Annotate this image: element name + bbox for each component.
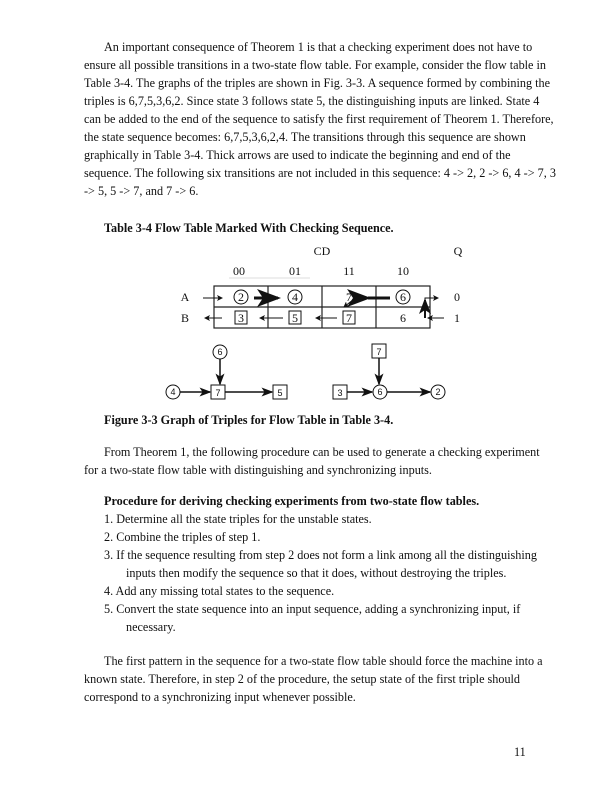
text-line: graphically in Table 3-4. Thick arrows are used to indicate the beginning and end of the	[84, 148, 511, 162]
procedure-heading: Procedure for deriving checking experiments from two-state flow tables.	[104, 494, 480, 508]
text-line: for a two-state flow table with distinguishing and synchronizing inputs.	[84, 463, 432, 477]
text-line: From Theorem 1, the following procedure can be used to generate a checking experiment	[104, 445, 540, 459]
graph-node: 7	[215, 388, 221, 398]
cell-stable-state: 6	[400, 290, 406, 304]
graph-node: 3	[337, 388, 343, 398]
text-line: An important consequence of Theorem 1 is that a checking experiment does not have to	[104, 40, 533, 54]
graph-node: 6	[217, 347, 223, 357]
column-header: 11	[343, 264, 355, 278]
cell-next-state: 6	[400, 311, 406, 325]
procedure-step: 3. If the sequence resulting from step 2 does not form a link among all the distinguishing	[104, 548, 537, 562]
output-b: 1	[454, 311, 460, 325]
text-line: can be added to the end of the sequence to satisfy the first requirement of Theorem 1. Therefore,	[84, 112, 554, 126]
procedure-step: inputs then modify the sequence so that it does, without destroying the triples.	[126, 566, 507, 580]
text-line: the state sequence becomes: 6,7,5,3,6,2,4. The transitions through this sequence are shown	[84, 130, 526, 144]
graph-node: 5	[277, 388, 283, 398]
page-number: 11	[514, 745, 526, 759]
row-label-b: B	[180, 311, 190, 325]
output-label: Q	[453, 244, 463, 258]
procedure-step: 4. Add any missing total states to the sequence.	[104, 584, 335, 598]
graph-node: 2	[435, 387, 441, 397]
graph-node: 7	[376, 347, 382, 357]
cell-stable-state: 5	[292, 311, 298, 325]
output-a: 0	[454, 290, 460, 304]
text-line: Table 3-4. The graphs of the triples are shown in Fig. 3-3. A sequence formed by combining the	[84, 76, 551, 90]
text-line: ensure all possible transitions in a two-state flow table. For example, consider the flow table in	[84, 58, 546, 72]
text-line: sequence. The following six transitions are not included in this sequence: 4 -> 2, 2 -> 6, 4 -> 7, 3	[84, 166, 556, 180]
procedure-step: necessary.	[126, 620, 176, 634]
row-label-a: A	[180, 290, 190, 304]
column-header: 10	[397, 264, 409, 278]
procedure-step: 5. Convert the state sequence into an input sequence, adding a synchronizing input, if	[104, 602, 521, 616]
graph-node: 4	[170, 387, 176, 397]
cell-stable-state: 7	[346, 311, 352, 325]
cell-stable-state: 3	[238, 311, 244, 325]
column-header: 01	[289, 264, 301, 278]
input-label: CD	[313, 244, 331, 258]
text-line: triples is 6,7,5,3,6,2. Since state 3 follows state 5, the distinguishing inputs are linked. State 4	[84, 94, 540, 108]
procedure-step: 1. Determine all the state triples for the unstable states.	[104, 512, 372, 526]
procedure-step: 2. Combine the triples of step 1.	[104, 530, 261, 544]
table-caption: Table 3-4 Flow Table Marked With Checking Sequence.	[104, 221, 394, 235]
column-header: 00	[233, 264, 245, 278]
cell-next-state: 7	[346, 290, 352, 304]
cell-stable-state: 2	[238, 290, 244, 304]
figure-caption: Figure 3-3 Graph of Triples for Flow Table in Table 3-4.	[104, 413, 394, 427]
cell-stable-state: 4	[292, 290, 298, 304]
triples-graph	[166, 344, 445, 399]
text-line: correspond to a synchronizing input whenever possible.	[84, 690, 356, 704]
graph-node: 6	[377, 387, 383, 397]
text-line: The first pattern in the sequence for a two-state flow table should force the machine into a	[104, 654, 543, 668]
text-line: known state. Therefore, in step 2 of the procedure, the setup state of the first triple should	[84, 672, 521, 686]
text-line: -> 5, 5 -> 7, and 7 -> 6.	[84, 184, 199, 198]
